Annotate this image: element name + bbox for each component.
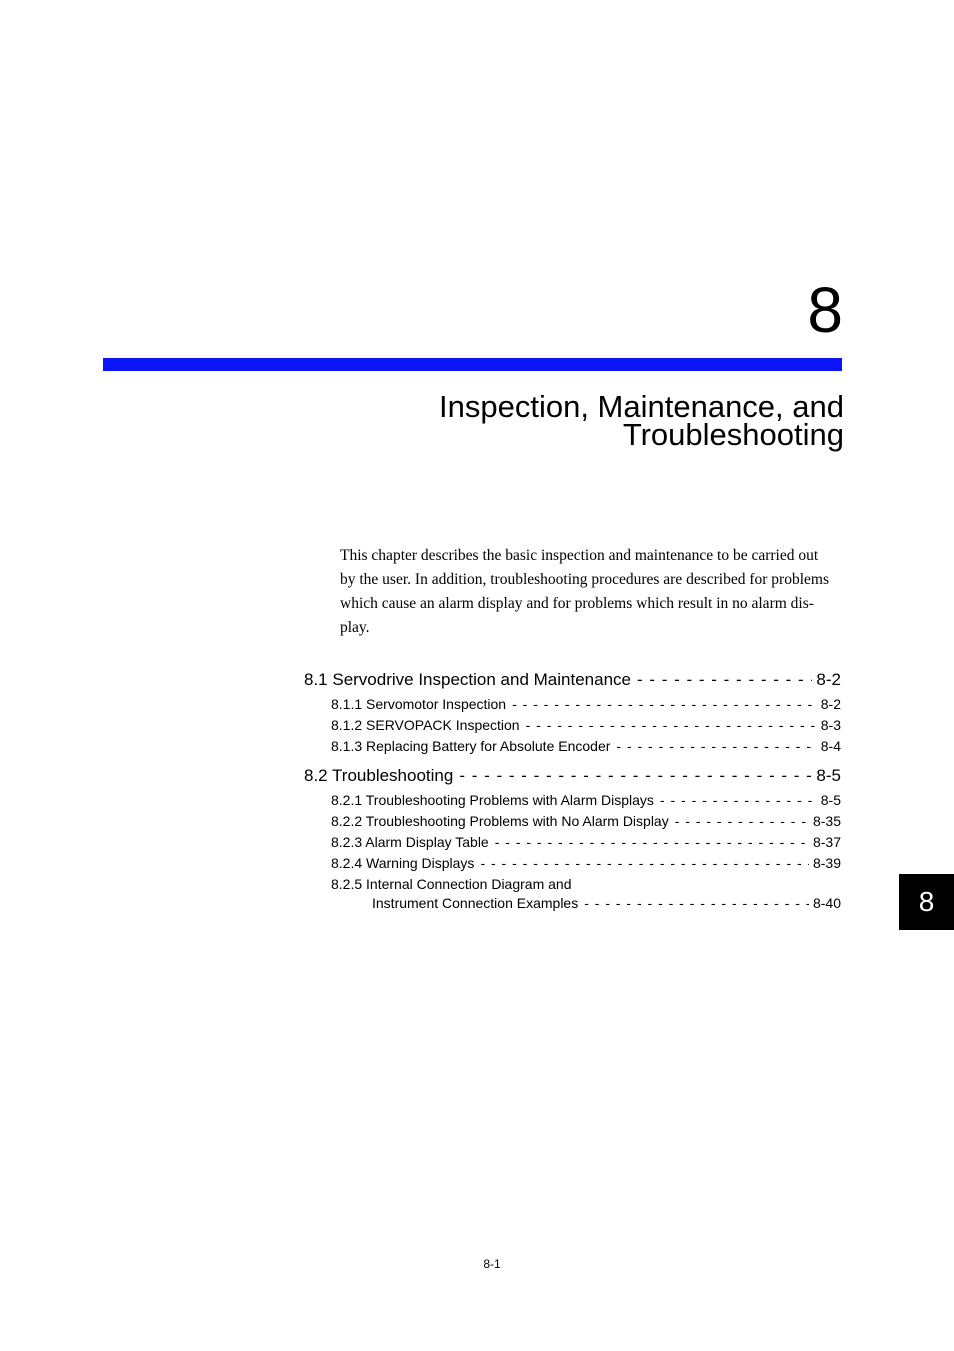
intro-paragraph [340, 544, 845, 640]
page-number: 8-1 [483, 1257, 501, 1271]
toc-entry-title: 8.2.2 Troubleshooting Problems with No Alarm Display [331, 813, 669, 829]
toc-entry-title: 8.1 Servodrive Inspection and Maintenance [304, 670, 631, 689]
toc-entry-page: 8-37 [812, 834, 841, 850]
toc-entry-page: 8-2 [820, 696, 841, 712]
toc-entry-page: 8-35 [812, 813, 841, 829]
toc-entry-8-2-3[interactable] [331, 834, 841, 850]
toc-entry-8-1-1[interactable] [331, 696, 841, 712]
toc-leader [526, 717, 817, 733]
toc-entry-title: 8.2.3 Alarm Display Table [331, 834, 489, 850]
toc-entry-8-2-2[interactable] [331, 813, 841, 829]
chapter-number: 8 [807, 274, 843, 346]
chapter-title-line-2: Troubleshooting [622, 417, 844, 452]
toc-entry-title: 8.2.4 Warning Displays [331, 855, 475, 871]
toc-entry-8-2[interactable] [304, 766, 841, 786]
toc-entry-page: 8-4 [820, 738, 841, 754]
toc-entry-title: 8.1.1 Servomotor Inspection [331, 696, 507, 712]
intro-line: This chapter describes the basic inspection and maintenance to be carried out [340, 547, 819, 564]
toc-entry-8-2-5-title-line-1[interactable]: 8.2.5 Internal Connection Diagram and [331, 876, 572, 892]
chapter-title-line-1: Inspection, Maintenance, and [439, 389, 844, 424]
toc-entry-8-2-1[interactable] [331, 792, 841, 808]
toc-leader [660, 792, 817, 808]
toc-leader [495, 834, 809, 850]
toc-entry-title: 8.2 Troubleshooting [304, 766, 454, 785]
toc-entry-8-1-3[interactable] [331, 738, 841, 754]
toc-entry-page: 8-5 [816, 766, 841, 785]
toc-entry-page: 8-5 [820, 792, 841, 808]
toc-leader [675, 813, 809, 829]
toc-entry-title: Instrument Connection Examples [372, 895, 579, 911]
chapter-bar [103, 358, 842, 371]
intro-line: which cause an alarm display and for problems which result in no alarm dis- [340, 595, 814, 612]
toc-entry-8-1[interactable] [304, 670, 841, 690]
toc-leader [512, 696, 817, 712]
toc-entry-page: 8-3 [820, 717, 841, 733]
chapter-title [439, 389, 844, 452]
toc-entry-page: 8-39 [812, 855, 841, 871]
intro-line: play. [340, 619, 370, 636]
intro-line: by the user. In addition, troubleshooting procedures are described for problems [340, 571, 829, 588]
toc-entry-title: 8.1.2 SERVOPACK Inspection [331, 717, 520, 733]
toc-leader [480, 855, 809, 871]
toc-leader [616, 738, 816, 754]
toc-entry-8-2-4[interactable] [331, 855, 841, 871]
toc-leader [637, 670, 812, 690]
toc-leader [584, 895, 809, 911]
toc-entry-title: 8.2.1 Troubleshooting Problems with Alarm Displays [331, 792, 654, 808]
toc-entry-page: 8-2 [816, 670, 841, 689]
chapter-side-tab: 8 [899, 874, 954, 930]
toc-entry-title: 8.1.3 Replacing Battery for Absolute Encoder [331, 738, 611, 754]
toc-entry-page: 8-40 [812, 895, 841, 911]
toc-entry-8-2-5[interactable] [372, 895, 841, 911]
toc-leader [459, 766, 812, 786]
toc-entry-8-1-2[interactable] [331, 717, 841, 733]
